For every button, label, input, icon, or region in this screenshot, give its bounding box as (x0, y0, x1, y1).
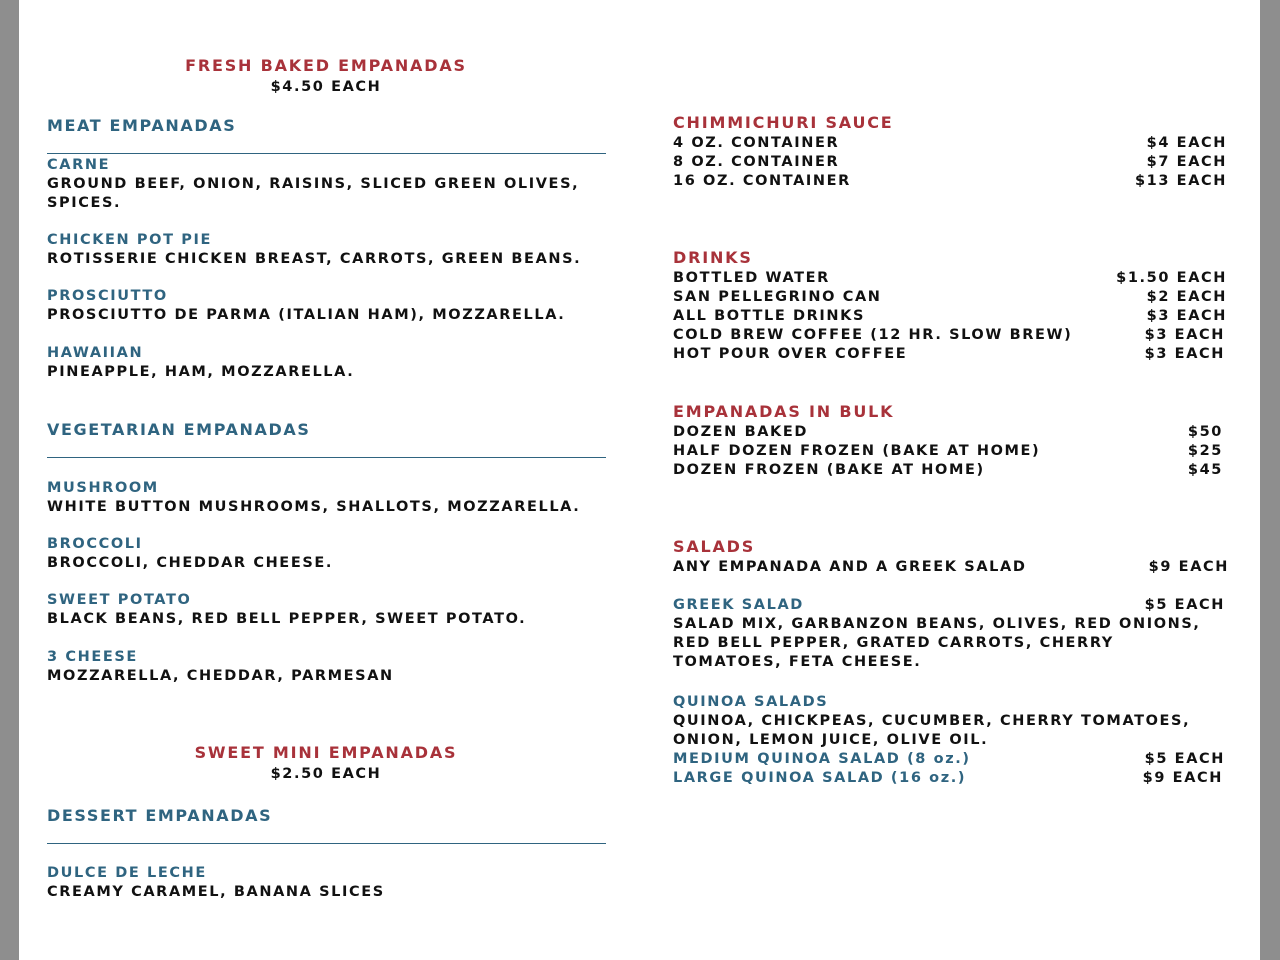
quinoa-salads-name: QUINOA SALADS (673, 694, 829, 710)
item-sweet-potato-desc: BLACK BEANS, RED BELL PEPPER, SWEET POTATO. (47, 611, 527, 627)
greek-salad-name: GREEK SALAD (673, 597, 804, 613)
fresh-baked-price: $4.50 EACH (270, 79, 382, 95)
item-carne-desc: GROUND BEEF, ONION, RAISINS, SLICED GREEN OLIVES, (47, 176, 580, 192)
chimmichuri-title: CHIMMICHURI SAUCE (673, 113, 894, 132)
item-broccoli-desc: BROCCOLI, CHEDDAR CHEESE. (47, 555, 333, 571)
greek-salad-desc: TOMATOES, FETA CHEESE. (673, 654, 922, 670)
drinks-row-item: ALL BOTTLE DRINKS (673, 308, 866, 324)
drinks-row-price: $3 EACH (1144, 346, 1225, 362)
sauce-row-item: 16 OZ. CONTAINER (673, 173, 851, 189)
bulk-row-item: DOZEN FROZEN (BAKE AT HOME) (673, 462, 985, 478)
dessert-divider (47, 843, 606, 844)
drinks-row-item: COLD BREW COFFEE (12 HR. SLOW BREW) (673, 327, 1073, 343)
bulk-row-price: $25 (1187, 443, 1223, 459)
vegetarian-divider (47, 457, 606, 458)
menu-page (19, 0, 1260, 960)
drinks-row-price: $2 EACH (1146, 289, 1227, 305)
item-dulce-name: DULCE DE LECHE (47, 865, 207, 881)
drinks-row-price: $1.50 EACH (1116, 270, 1227, 286)
sauce-row-price: $4 EACH (1146, 135, 1227, 151)
bulk-row-price: $50 (1187, 424, 1223, 440)
item-hawaiian-name: HAWAIIAN (47, 345, 144, 361)
salad-combo-price: $9 EACH (1148, 559, 1229, 575)
sweet-mini-price: $2.50 EACH (270, 766, 382, 782)
bulk-row-item: DOZEN BAKED (673, 424, 809, 440)
item-hawaiian-desc: PINEAPPLE, HAM, MOZZARELLA. (47, 364, 355, 380)
meat-divider (47, 153, 606, 154)
sauce-row-item: 4 OZ. CONTAINER (673, 135, 840, 151)
item-prosciutto-name: PROSCIUTTO (47, 288, 168, 304)
dessert-empanadas-title: DESSERT EMPANADAS (47, 806, 273, 825)
drinks-row-item: SAN PELLEGRINO CAN (673, 289, 882, 305)
quinoa-salads-desc: QUINOA, CHICKPEAS, CUCUMBER, CHERRY TOMATOES, (673, 713, 1191, 729)
quinoa-size-price: $9 EACH (1142, 770, 1223, 786)
quinoa-salads-desc: ONION, LEMON JUICE, OLIVE OIL. (673, 732, 989, 748)
greek-salad-desc: SALAD MIX, GARBANZON BEANS, OLIVES, RED ONIONS, (673, 616, 1201, 632)
quinoa-size-price: $5 EACH (1144, 751, 1225, 767)
greek-salad-desc: RED BELL PEPPER, GRATED CARROTS, CHERRY (673, 635, 1114, 651)
item-mushroom-name: MUSHROOM (47, 480, 159, 496)
item-carne-name: CARNE (47, 157, 111, 173)
item-3-cheese-desc: MOZZARELLA, CHEDDAR, PARMESAN (47, 668, 394, 684)
item-broccoli-name: BROCCOLI (47, 536, 143, 552)
bulk-title: EMPANADAS IN BULK (673, 402, 895, 421)
greek-salad-price: $5 EACH (1144, 597, 1225, 613)
meat-empanadas-title: MEAT EMPANADAS (47, 116, 237, 135)
quinoa-size-item: MEDIUM QUINOA SALAD (8 oz.) (673, 751, 971, 767)
item-dulce-desc: CREAMY CARAMEL, BANANA SLICES (47, 884, 385, 900)
salad-combo-item: ANY EMPANADA AND A GREEK SALAD (673, 559, 1027, 575)
drinks-row-item: BOTTLED WATER (673, 270, 830, 286)
item-chicken-desc: ROTISSERIE CHICKEN BREAST, CARROTS, GREEN BEANS. (47, 251, 582, 267)
item-mushroom-desc: WHITE BUTTON MUSHROOMS, SHALLOTS, MOZZARELLA. (47, 499, 581, 515)
quinoa-size-item: LARGE QUINOA SALAD (16 oz.) (673, 770, 967, 786)
fresh-baked-title: FRESH BAKED EMPANADAS (185, 56, 467, 75)
item-chicken-name: CHICKEN POT PIE (47, 232, 212, 248)
drinks-row-item: HOT POUR OVER COFFEE (673, 346, 908, 362)
bulk-row-price: $45 (1187, 462, 1223, 478)
salads-title: SALADS (673, 537, 756, 556)
drinks-row-price: $3 EACH (1146, 308, 1227, 324)
sauce-row-price: $7 EACH (1146, 154, 1227, 170)
sauce-row-price: $13 EACH (1134, 173, 1227, 189)
drinks-title: DRINKS (673, 248, 753, 267)
vegetarian-empanadas-title: VEGETARIAN EMPANADAS (47, 420, 311, 439)
drinks-row-price: $3 EACH (1144, 327, 1225, 343)
sauce-row-item: 8 OZ. CONTAINER (673, 154, 840, 170)
item-3-cheese-name: 3 CHEESE (47, 649, 138, 665)
bulk-row-item: HALF DOZEN FROZEN (BAKE AT HOME) (673, 443, 1041, 459)
sweet-mini-title: SWEET MINI EMPANADAS (194, 743, 458, 762)
item-sweet-potato-name: SWEET POTATO (47, 592, 192, 608)
item-carne-desc-2: SPICES. (47, 195, 122, 211)
item-prosciutto-desc: PROSCIUTTO DE PARMA (ITALIAN HAM), MOZZARELLA. (47, 307, 566, 323)
